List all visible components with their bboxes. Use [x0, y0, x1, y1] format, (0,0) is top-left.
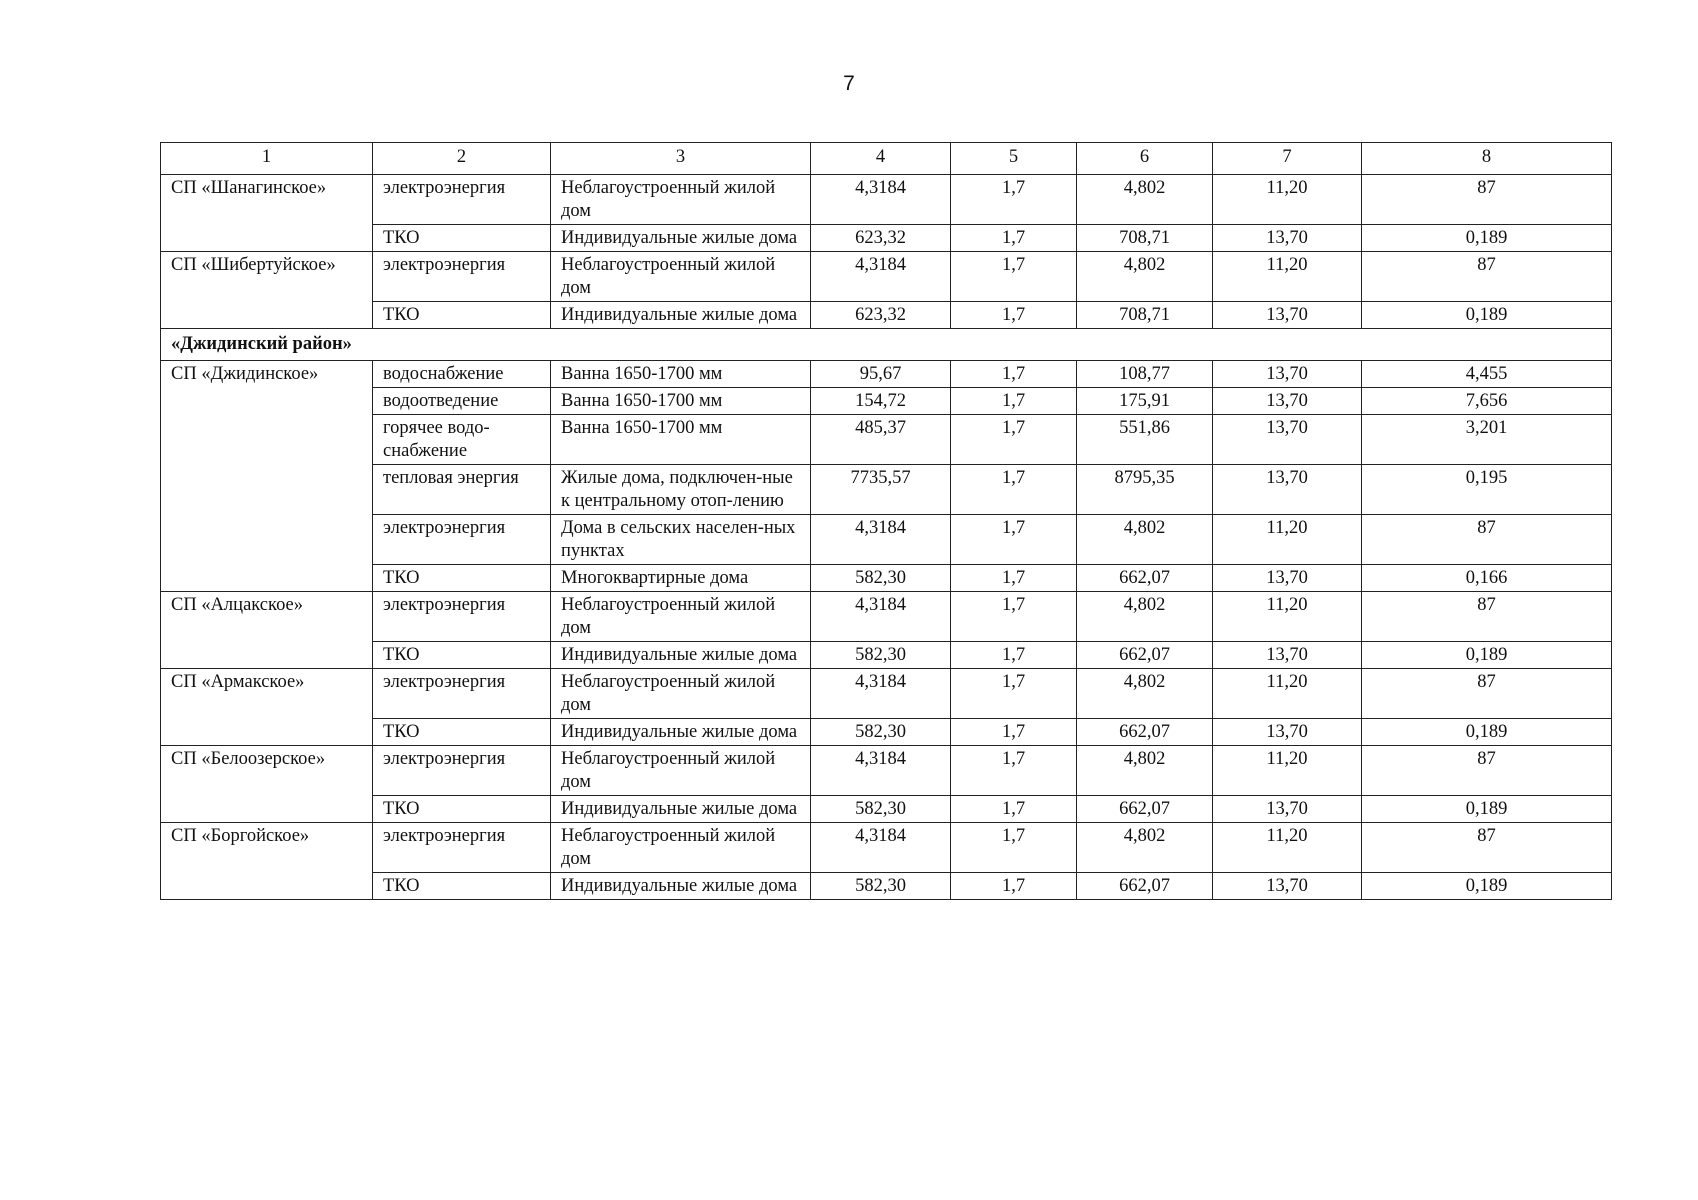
object-cell: Неблагоустроенный жилой дом — [551, 746, 811, 796]
value-cell-8: 87 — [1362, 823, 1612, 873]
value-cell-4: 4,3184 — [811, 175, 951, 225]
value-cell-5: 1,7 — [951, 642, 1077, 669]
value-cell-7: 11,20 — [1213, 592, 1362, 642]
value-cell-7: 13,70 — [1213, 302, 1362, 329]
table-row — [161, 515, 1612, 565]
value-cell-7: 11,20 — [1213, 175, 1362, 225]
settlement-cell: СП «Джидинское» — [161, 361, 373, 592]
header-cell: 1 — [161, 143, 373, 175]
value-cell-6: 4,802 — [1077, 252, 1213, 302]
value-cell-7: 13,70 — [1213, 388, 1362, 415]
object-cell: Неблагоустроенный жилой дом — [551, 669, 811, 719]
value-cell-8: 4,455 — [1362, 361, 1612, 388]
value-cell-7: 13,70 — [1213, 415, 1362, 465]
value-cell-7: 11,20 — [1213, 515, 1362, 565]
value-cell-8: 0,189 — [1362, 719, 1612, 746]
value-cell-6: 708,71 — [1077, 302, 1213, 329]
value-cell-8: 87 — [1362, 175, 1612, 225]
object-cell: Индивидуальные жилые дома — [551, 642, 811, 669]
object-cell: Ванна 1650-1700 мм — [551, 361, 811, 388]
value-cell-6: 4,802 — [1077, 823, 1213, 873]
settlement-cell: СП «Шибертуйское» — [161, 252, 373, 329]
table-body — [161, 143, 1612, 900]
value-cell-7: 11,20 — [1213, 669, 1362, 719]
table-row — [161, 415, 1612, 465]
service-cell: водоотведение — [373, 388, 551, 415]
object-cell: Индивидуальные жилые дома — [551, 719, 811, 746]
value-cell-5: 1,7 — [951, 388, 1077, 415]
table-row — [161, 719, 1612, 746]
table-row — [161, 796, 1612, 823]
service-cell: ТКО — [373, 796, 551, 823]
object-cell: Многоквартирные дома — [551, 565, 811, 592]
service-cell: ТКО — [373, 565, 551, 592]
service-cell: ТКО — [373, 225, 551, 252]
value-cell-8: 87 — [1362, 669, 1612, 719]
value-cell-4: 485,37 — [811, 415, 951, 465]
object-cell: Индивидуальные жилые дома — [551, 302, 811, 329]
value-cell-7: 13,70 — [1213, 465, 1362, 515]
value-cell-8: 0,166 — [1362, 565, 1612, 592]
value-cell-4: 582,30 — [811, 565, 951, 592]
value-cell-7: 13,70 — [1213, 361, 1362, 388]
value-cell-5: 1,7 — [951, 796, 1077, 823]
value-cell-4: 582,30 — [811, 873, 951, 900]
value-cell-7: 11,20 — [1213, 252, 1362, 302]
object-cell: Дома в сельских населен-ных пунктах — [551, 515, 811, 565]
value-cell-5: 1,7 — [951, 515, 1077, 565]
object-cell: Жилые дома, подключен-ные к центральному отоп-лению — [551, 465, 811, 515]
value-cell-8: 0,189 — [1362, 796, 1612, 823]
value-cell-5: 1,7 — [951, 252, 1077, 302]
value-cell-6: 4,802 — [1077, 592, 1213, 642]
value-cell-4: 582,30 — [811, 719, 951, 746]
value-cell-6: 662,07 — [1077, 565, 1213, 592]
value-cell-6: 662,07 — [1077, 796, 1213, 823]
value-cell-4: 4,3184 — [811, 592, 951, 642]
value-cell-7: 11,20 — [1213, 746, 1362, 796]
service-cell: ТКО — [373, 873, 551, 900]
service-cell: горячее водо-снабжение — [373, 415, 551, 465]
service-cell: ТКО — [373, 302, 551, 329]
table-row — [161, 746, 1612, 796]
value-cell-5: 1,7 — [951, 175, 1077, 225]
value-cell-4: 582,30 — [811, 642, 951, 669]
header-cell: 2 — [373, 143, 551, 175]
tariff-table — [160, 142, 1612, 900]
value-cell-6: 4,802 — [1077, 175, 1213, 225]
district-title: «Джидинский район» — [161, 329, 1612, 361]
service-cell: ТКО — [373, 719, 551, 746]
table-row — [161, 465, 1612, 515]
value-cell-4: 623,32 — [811, 225, 951, 252]
object-cell: Индивидуальные жилые дома — [551, 796, 811, 823]
value-cell-8: 0,189 — [1362, 302, 1612, 329]
value-cell-5: 1,7 — [951, 823, 1077, 873]
table-row — [161, 642, 1612, 669]
settlement-cell: СП «Армакское» — [161, 669, 373, 746]
object-cell: Неблагоустроенный жилой дом — [551, 252, 811, 302]
value-cell-6: 4,802 — [1077, 746, 1213, 796]
service-cell: электроэнергия — [373, 515, 551, 565]
service-cell: водоснабжение — [373, 361, 551, 388]
table-row — [161, 175, 1612, 225]
value-cell-5: 1,7 — [951, 415, 1077, 465]
object-cell: Ванна 1650-1700 мм — [551, 388, 811, 415]
value-cell-5: 1,7 — [951, 302, 1077, 329]
value-cell-7: 13,70 — [1213, 225, 1362, 252]
value-cell-8: 0,189 — [1362, 873, 1612, 900]
service-cell: тепловая энергия — [373, 465, 551, 515]
value-cell-5: 1,7 — [951, 465, 1077, 515]
value-cell-8: 87 — [1362, 515, 1612, 565]
header-cell: 5 — [951, 143, 1077, 175]
service-cell: электроэнергия — [373, 592, 551, 642]
value-cell-5: 1,7 — [951, 592, 1077, 642]
table-row — [161, 361, 1612, 388]
settlement-cell: СП «Алцакское» — [161, 592, 373, 669]
value-cell-7: 13,70 — [1213, 565, 1362, 592]
service-cell: ТКО — [373, 642, 551, 669]
value-cell-4: 4,3184 — [811, 669, 951, 719]
settlement-cell: СП «Боргойское» — [161, 823, 373, 900]
value-cell-7: 13,70 — [1213, 873, 1362, 900]
value-cell-6: 175,91 — [1077, 388, 1213, 415]
value-cell-8: 87 — [1362, 592, 1612, 642]
value-cell-6: 662,07 — [1077, 719, 1213, 746]
object-cell: Неблагоустроенный жилой дом — [551, 175, 811, 225]
header-cell: 8 — [1362, 143, 1612, 175]
table-row — [161, 873, 1612, 900]
value-cell-7: 11,20 — [1213, 823, 1362, 873]
value-cell-8: 0,189 — [1362, 642, 1612, 669]
value-cell-8: 87 — [1362, 746, 1612, 796]
service-cell: электроэнергия — [373, 823, 551, 873]
object-cell: Неблагоустроенный жилой дом — [551, 823, 811, 873]
value-cell-8: 87 — [1362, 252, 1612, 302]
service-cell: электроэнергия — [373, 252, 551, 302]
table-row — [161, 823, 1612, 873]
value-cell-7: 13,70 — [1213, 719, 1362, 746]
value-cell-6: 551,86 — [1077, 415, 1213, 465]
table-row — [161, 225, 1612, 252]
value-cell-4: 95,67 — [811, 361, 951, 388]
value-cell-8: 7,656 — [1362, 388, 1612, 415]
table-row — [161, 302, 1612, 329]
page-number: 7 — [843, 72, 855, 95]
value-cell-4: 582,30 — [811, 796, 951, 823]
value-cell-4: 154,72 — [811, 388, 951, 415]
table-row — [161, 669, 1612, 719]
value-cell-4: 4,3184 — [811, 746, 951, 796]
value-cell-5: 1,7 — [951, 746, 1077, 796]
district-row — [161, 329, 1612, 361]
settlement-cell: СП «Белоозерское» — [161, 746, 373, 823]
value-cell-7: 13,70 — [1213, 642, 1362, 669]
object-cell: Неблагоустроенный жилой дом — [551, 592, 811, 642]
value-cell-6: 662,07 — [1077, 642, 1213, 669]
service-cell: электроэнергия — [373, 746, 551, 796]
value-cell-4: 4,3184 — [811, 515, 951, 565]
table-row — [161, 388, 1612, 415]
value-cell-8: 0,189 — [1362, 225, 1612, 252]
value-cell-4: 4,3184 — [811, 252, 951, 302]
value-cell-6: 708,71 — [1077, 225, 1213, 252]
value-cell-8: 3,201 — [1362, 415, 1612, 465]
value-cell-8: 0,195 — [1362, 465, 1612, 515]
header-row — [161, 143, 1612, 175]
object-cell: Ванна 1650-1700 мм — [551, 415, 811, 465]
header-cell: 4 — [811, 143, 951, 175]
header-cell: 7 — [1213, 143, 1362, 175]
value-cell-5: 1,7 — [951, 225, 1077, 252]
value-cell-4: 7735,57 — [811, 465, 951, 515]
value-cell-6: 662,07 — [1077, 873, 1213, 900]
value-cell-6: 4,802 — [1077, 515, 1213, 565]
service-cell: электроэнергия — [373, 669, 551, 719]
value-cell-4: 623,32 — [811, 302, 951, 329]
value-cell-7: 13,70 — [1213, 796, 1362, 823]
settlement-cell: СП «Шанагинское» — [161, 175, 373, 252]
value-cell-5: 1,7 — [951, 669, 1077, 719]
value-cell-5: 1,7 — [951, 361, 1077, 388]
value-cell-4: 4,3184 — [811, 823, 951, 873]
value-cell-5: 1,7 — [951, 565, 1077, 592]
value-cell-5: 1,7 — [951, 719, 1077, 746]
object-cell: Индивидуальные жилые дома — [551, 873, 811, 900]
table-row — [161, 252, 1612, 302]
value-cell-6: 8795,35 — [1077, 465, 1213, 515]
header-cell: 3 — [551, 143, 811, 175]
table-row — [161, 565, 1612, 592]
header-cell: 6 — [1077, 143, 1213, 175]
table-row — [161, 592, 1612, 642]
object-cell: Индивидуальные жилые дома — [551, 225, 811, 252]
value-cell-6: 108,77 — [1077, 361, 1213, 388]
service-cell: электроэнергия — [373, 175, 551, 225]
value-cell-6: 4,802 — [1077, 669, 1213, 719]
value-cell-5: 1,7 — [951, 873, 1077, 900]
